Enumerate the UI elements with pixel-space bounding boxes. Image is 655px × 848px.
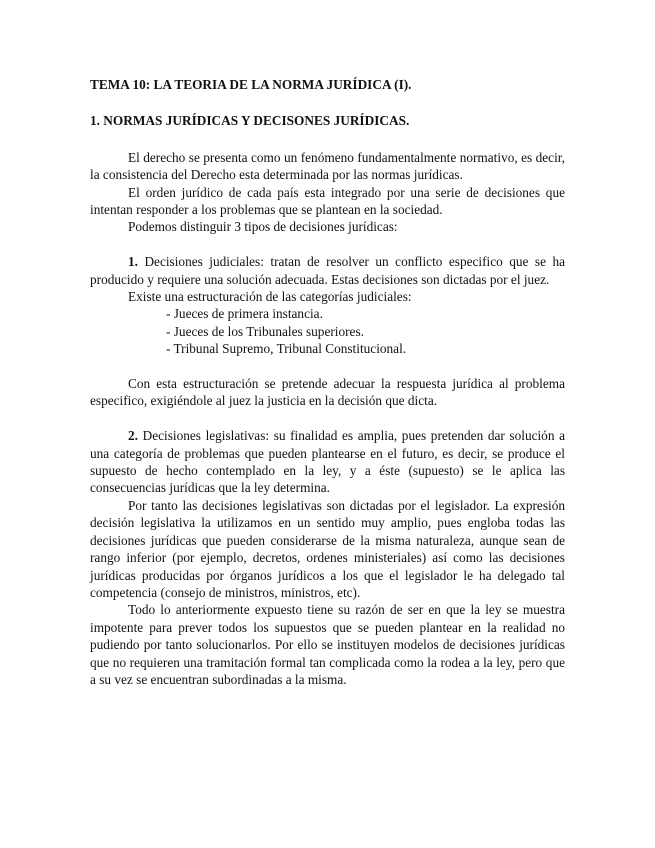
list-item: - Jueces de primera instancia.	[166, 306, 323, 322]
paragraph-2: El orden jurídico de cada país esta integrado por una serie de decisiones que intentan responder a los problemas que se plantean en la sociedad.	[90, 184, 565, 218]
paragraph-1: El derecho se presenta como un fenómeno fundamentalmente normativo, es decir, la consistencia del Derecho esta determinada por las normas jurídicas.	[90, 149, 565, 183]
document-title: TEMA 10: LA TEORIA DE LA NORMA JURÍDICA (I).	[90, 77, 412, 92]
item-text: Decisiones legislativas: su finalidad es amplia, pues pretenden dar solución a una categoría de problemas que pueden plantearse en el futuro, es decir, se produce el supuesto de hecho contemplado en la ley, y a éste (supuesto) se le aplica las consecuencias jurídicas que la ley determina.	[90, 428, 565, 496]
list-item: - Jueces de los Tribunales superiores.	[166, 323, 364, 339]
judicial-levels-list	[90, 305, 565, 357]
list-item-legislative	[90, 427, 565, 497]
list-item-judicial	[90, 253, 565, 288]
document-page	[90, 76, 565, 688]
paragraph-7: Todo lo anteriormente expuesto tiene su razón de ser en que la ley se muestra impotente para prever todos los supuestos que se pueden plantear en la realidad no pudiendo por tanto solucionarlos. Por ello se instituyen modelos de decisiones jurídicas que no requieren una tramitación formal tan complicada como la rodea a la ley, pero que a su vez se encuentran subordinadas a la misma.	[90, 602, 565, 687]
list-item: - Tribunal Supremo, Tribunal Constitucional.	[166, 341, 407, 357]
item-number: 2.	[128, 428, 138, 444]
item-number: 1.	[128, 254, 138, 270]
paragraph-4: Existe una estructuración de las categorías judiciales:	[128, 289, 412, 305]
paragraph-6: Por tanto las decisiones legislativas son dictadas por el legislador. La expresión decisión legislativa la utilizamos en un sentido muy amplio, pues engloba todas las decisiones jurídicas que pueden considerarse de la misma naturaleza, aunque sean de rango inferior (por ejemplo, decretos, ordenes ministeriales) así como las decisiones jurídicas producidas por órganos jurídicos a los que el legislador le ha delegado tal competencia (consejo de ministros, ministros, etc).	[90, 497, 565, 600]
item-text: Decisiones judiciales: tratan de resolver un conflicto especifico que se ha producido y requiere una solución adecuada. Estas decisiones son dictadas por el juez.	[90, 254, 565, 287]
paragraph-5: Con esta estructuración se pretende adecuar la respuesta jurídica al problema especifico, exigiéndole al juez la justicia en la decisión que dicta.	[90, 376, 565, 409]
section-heading: 1. NORMAS JURÍDICAS Y DECISONES JURÍDICAS.	[90, 113, 410, 129]
paragraph-3: Podemos distinguir 3 tipos de decisiones jurídicas:	[128, 219, 398, 235]
